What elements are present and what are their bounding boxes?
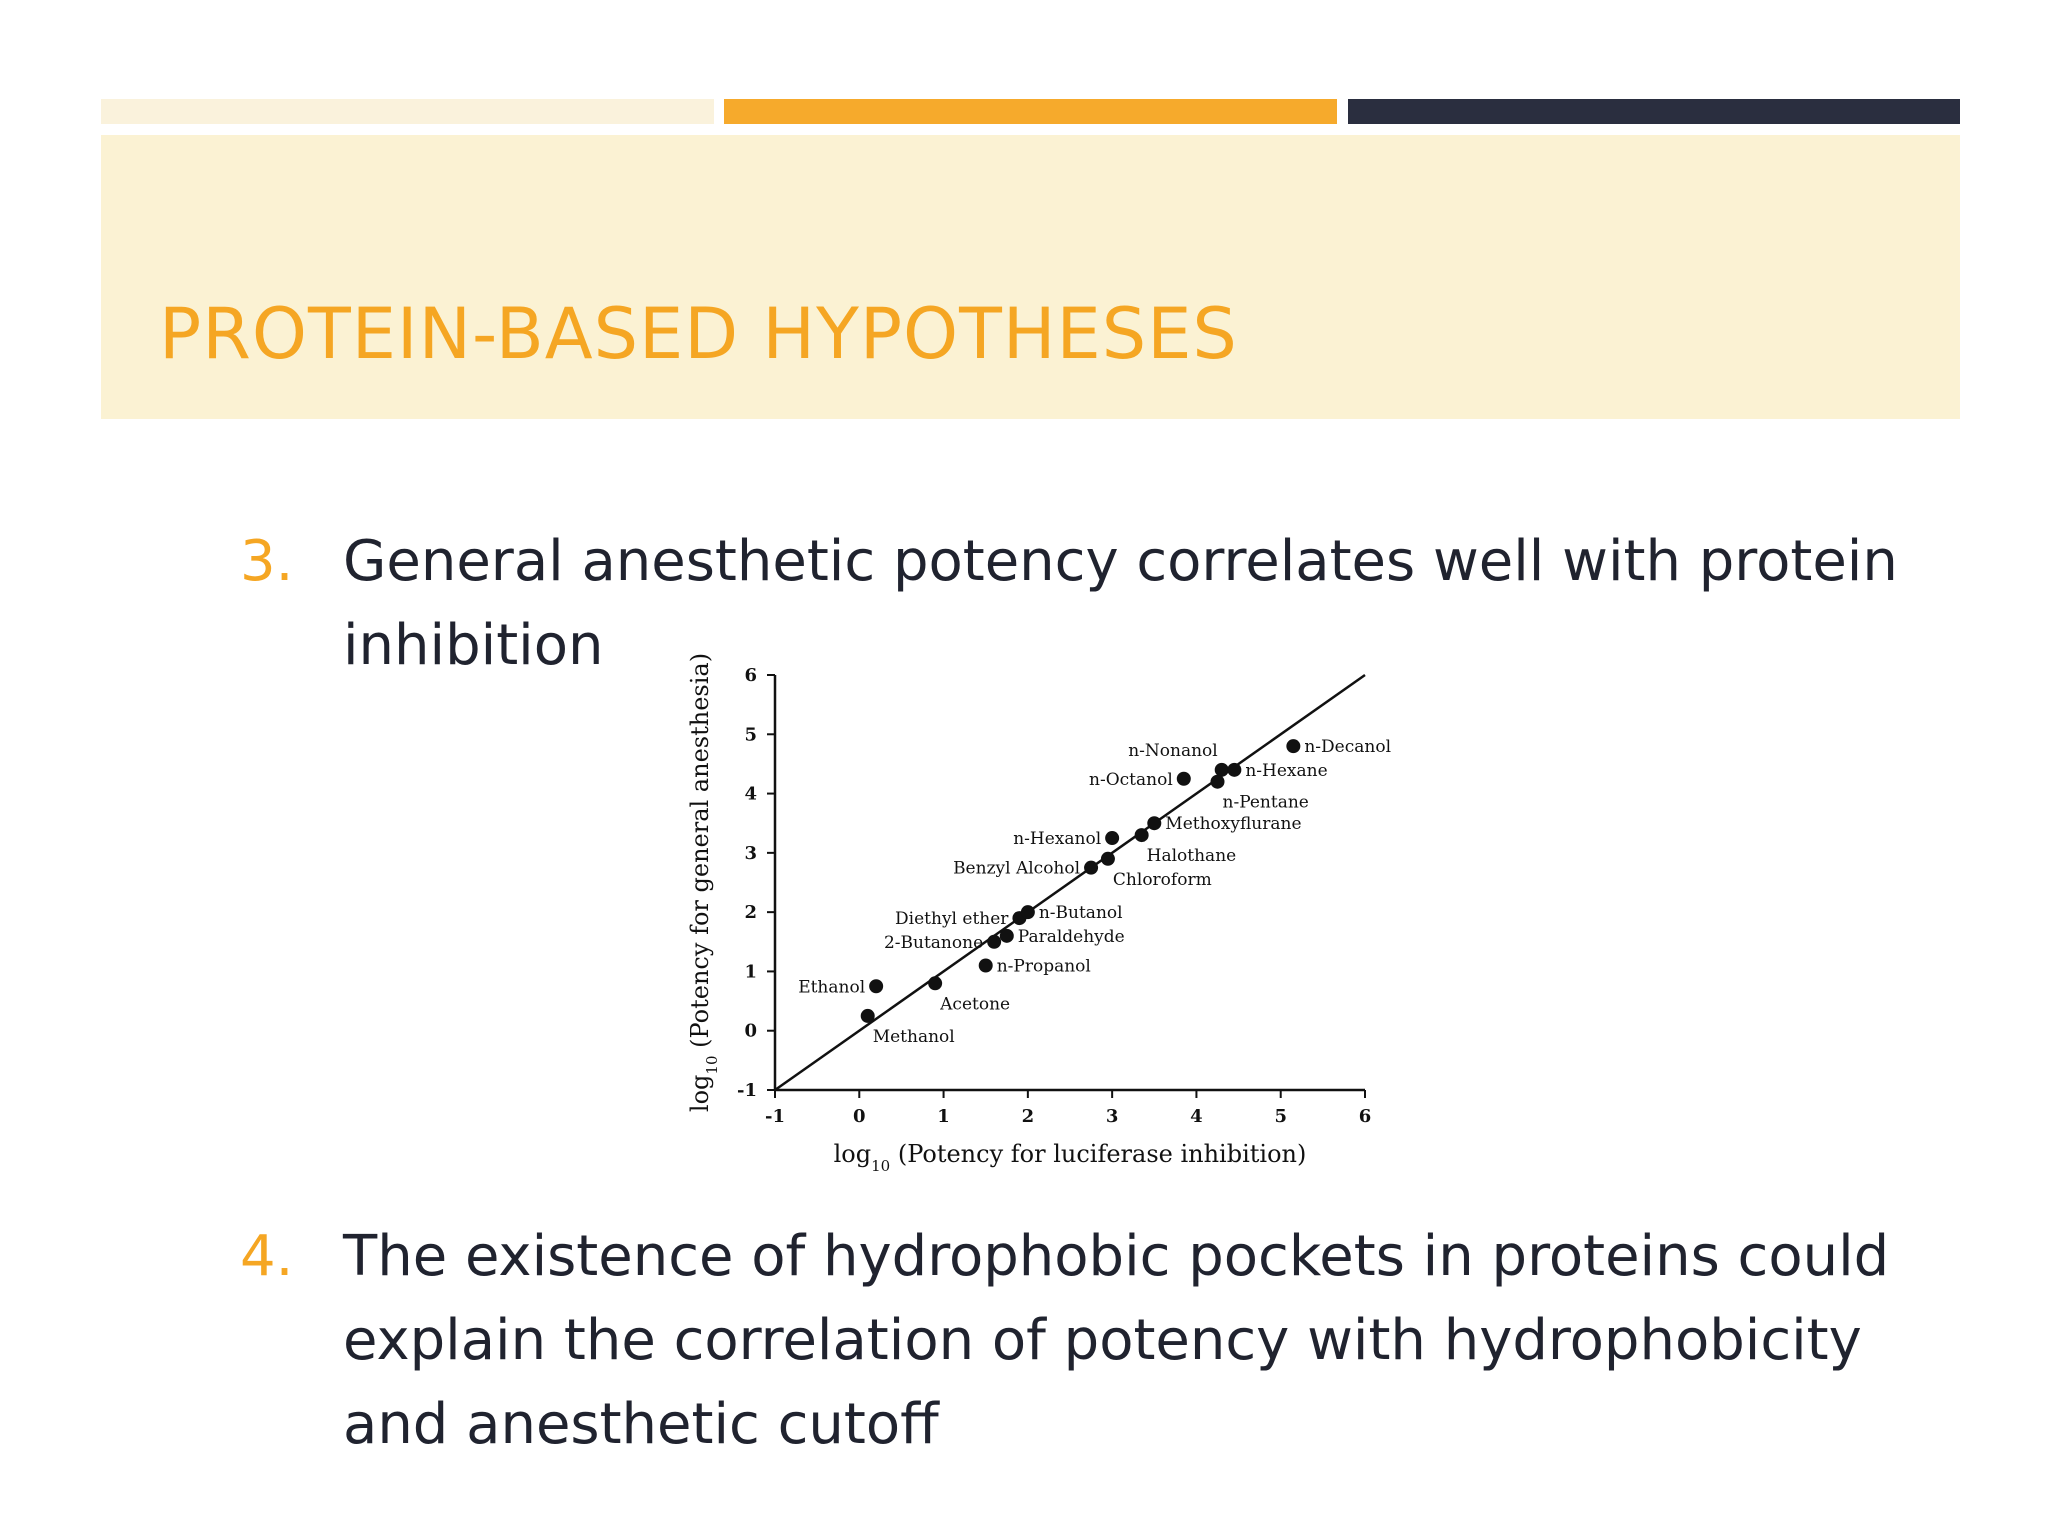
data-point [1177,772,1191,786]
y-tick-label: 1 [744,961,757,983]
x-tick-label: 4 [1190,1106,1203,1127]
list-item-number: 3. [240,529,294,594]
data-point-label: n-Pentane [1222,792,1309,813]
data-point-label: n-Nonanol [1128,740,1218,761]
x-tick-label: 1 [937,1106,950,1127]
data-point [1084,861,1098,875]
data-point [1211,775,1225,789]
data-point-label: n-Octanol [1089,769,1173,790]
data-point-label: Methoxyflurane [1165,814,1302,835]
y-tick-label: 4 [744,783,757,805]
data-point [1147,816,1161,830]
data-point [987,935,1001,949]
data-point-label: Chloroform [1112,869,1212,890]
x-tick-label: 0 [853,1106,866,1127]
data-point-label: n-Decanol [1304,737,1392,758]
title-band [101,135,1960,419]
y-tick-label: 0 [744,1020,757,1042]
accent-bar-light [101,99,714,124]
fit-line [775,675,1365,1090]
data-point-label: Methanol [872,1026,955,1047]
data-point [861,1009,875,1023]
data-point [928,976,942,990]
x-tick-label: 6 [1358,1106,1372,1127]
data-point [1105,831,1119,845]
list-item-text: The existence of hydrophobic pockets in proteins could explain the correlation of potency with hydrophobicity and anesthetic cutoff [343,1224,1890,1457]
accent-bar-orange [724,99,1337,124]
accent-bar-dark [1348,99,1960,124]
y-tick-label: 3 [744,842,757,864]
y-axis-label: $\log_{10}$ (Potency for general anesthesia) [686,652,721,1113]
data-point [1286,739,1300,753]
data-point-label: Acetone [940,994,1011,1015]
data-point-label: 2-Butanone [883,932,984,953]
y-tick-label: 5 [744,724,757,746]
y-tick-label: 6 [744,665,757,686]
x-tick-label: -1 [765,1106,785,1127]
data-point [1227,763,1241,777]
data-point-label: n-Propanol [996,956,1091,977]
data-point-label: n-Hexane [1245,760,1328,781]
data-point-label: Benzyl Alcohol [953,858,1081,879]
data-point-label: Diethyl ether [895,909,1009,930]
x-tick-label: 2 [1021,1106,1035,1127]
list-item-number: 4. [240,1224,294,1289]
x-tick-label: 3 [1105,1106,1119,1127]
x-axis-label: $\log_{10}$ (Potency for luciferase inhibition) [833,1140,1307,1175]
data-point [1000,929,1014,943]
data-point-label: n-Butanol [1038,903,1123,924]
data-point-label: n-Hexanol [1013,829,1102,850]
data-point [869,979,883,993]
data-point [1101,852,1115,866]
y-tick-label: -1 [737,1080,757,1101]
scatter-chart [670,650,1410,1190]
list-item-text: General anesthetic potency correlates well with protein inhibition [343,529,1898,678]
data-point-label: Paraldehyde [1017,926,1125,947]
y-tick-label: 2 [744,902,757,924]
data-point [1021,905,1035,919]
x-tick-label: 5 [1274,1106,1287,1127]
data-point [979,959,993,973]
slide-title: PROTEIN-BASED HYPOTHESES [159,293,1238,375]
data-point [1135,828,1149,842]
data-point-label: Halothane [1146,846,1237,867]
data-point-label: Ethanol [798,977,866,998]
